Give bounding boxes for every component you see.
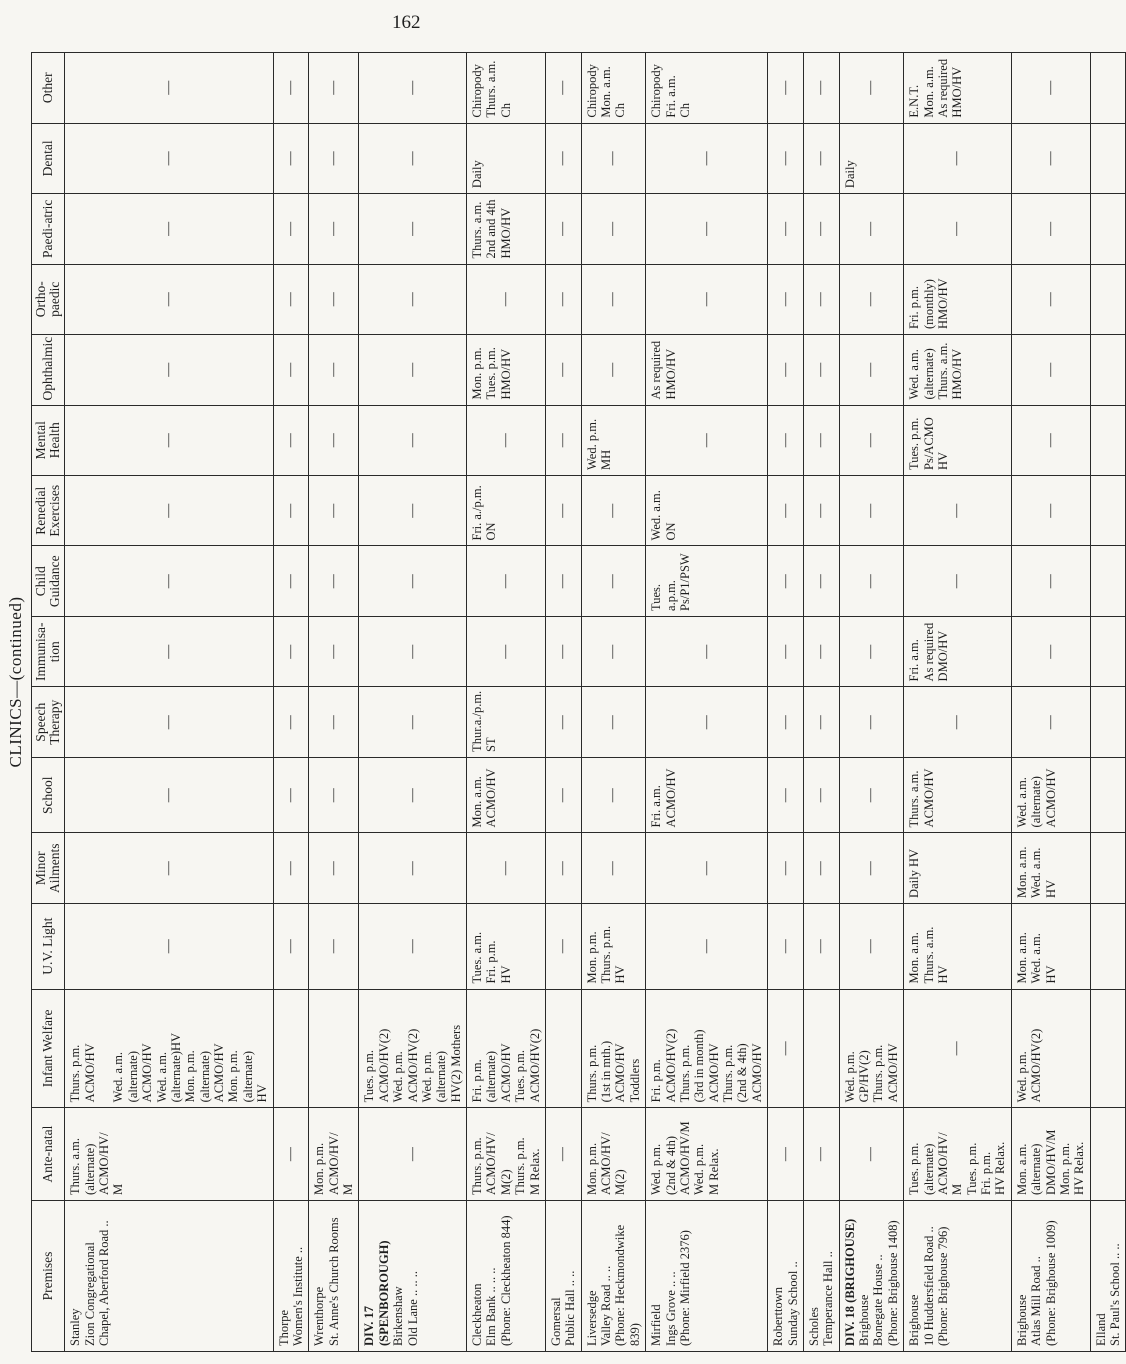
schedule-cell: — xyxy=(467,405,546,475)
schedule-cell: — xyxy=(839,757,904,833)
schedule-cell: — xyxy=(768,757,804,833)
schedule-cell: — xyxy=(359,405,467,475)
schedule-cell: Tues. p.m. ACMO/HV(2) Wed. p.m. ACMO/HV(2) Wed. p.m. (alternate) HV(2) Mothers xyxy=(359,989,467,1108)
header-row xyxy=(32,53,65,1352)
schedule-cell: Thurs. p.m. ACMO/HV Wed. a.m. (alternate) ACMO/HV Wed. a.m. (alternate)HV Mon. p.m. (alternate) ACMO/HV Mon. p.m. (alternate) HV xyxy=(65,989,273,1108)
schedule-cell: — xyxy=(768,687,804,757)
schedule-cell: — xyxy=(803,405,839,475)
schedule-cell xyxy=(1090,687,1126,757)
schedule-cell: — xyxy=(545,903,581,989)
schedule-cell: — xyxy=(273,123,309,193)
schedule-cell: — xyxy=(839,53,904,124)
column-header: Minor Ailments xyxy=(32,833,65,903)
schedule-cell: — xyxy=(839,476,904,546)
schedule-cell: — xyxy=(803,476,839,546)
column-header: Immunisa-tion xyxy=(32,616,65,686)
schedule-cell: — xyxy=(309,757,359,833)
schedule-cell xyxy=(1090,335,1126,405)
schedule-cell: Fri. a./p.m. ON xyxy=(467,476,546,546)
schedule-cell: — xyxy=(768,833,804,903)
schedule-cell: — xyxy=(309,616,359,686)
schedule-cell: — xyxy=(646,194,768,264)
schedule-cell xyxy=(1090,546,1126,616)
schedule-cell: — xyxy=(1011,476,1090,546)
schedule-cell: — xyxy=(65,833,273,903)
schedule-cell: — xyxy=(839,264,904,334)
schedule-cell: As required HMO/HV xyxy=(646,335,768,405)
schedule-cell: — xyxy=(768,1108,804,1201)
schedule-cell: — xyxy=(545,264,581,334)
schedule-cell xyxy=(1090,989,1126,1108)
table-row xyxy=(1011,53,1090,1352)
table-row xyxy=(359,53,467,1352)
schedule-cell: — xyxy=(803,616,839,686)
table-row xyxy=(581,53,646,1352)
schedule-cell: — xyxy=(359,335,467,405)
schedule-cell: — xyxy=(359,546,467,616)
schedule-cell xyxy=(545,989,581,1108)
schedule-cell: Wed. p.m. MH xyxy=(581,405,646,475)
schedule-cell: — xyxy=(839,833,904,903)
schedule-cell: — xyxy=(768,476,804,546)
table-row xyxy=(646,53,768,1352)
schedule-cell: — xyxy=(581,476,646,546)
schedule-cell: — xyxy=(768,616,804,686)
table-row xyxy=(904,53,1012,1352)
schedule-cell: — xyxy=(359,1108,467,1201)
schedule-cell: — xyxy=(803,123,839,193)
schedule-cell: — xyxy=(768,194,804,264)
schedule-cell: — xyxy=(1011,546,1090,616)
schedule-cell: Mon. a.m. ACMO/HV xyxy=(467,757,546,833)
schedule-cell xyxy=(273,989,309,1108)
schedule-cell: — xyxy=(273,616,309,686)
schedule-cell: — xyxy=(273,405,309,475)
clinics-table xyxy=(31,52,1126,1352)
schedule-cell xyxy=(1090,476,1126,546)
column-header: Dental xyxy=(32,123,65,193)
schedule-cell: Mon. a.m. Wed. a.m. HV xyxy=(1011,903,1090,989)
schedule-cell xyxy=(1090,1108,1126,1201)
schedule-cell: — xyxy=(545,757,581,833)
schedule-cell: — xyxy=(359,903,467,989)
table-row xyxy=(467,53,546,1352)
schedule-cell: — xyxy=(646,903,768,989)
schedule-cell: Fri. a.m. As required DMO/HV xyxy=(904,616,1012,686)
premises-cell: Elland St. Paul's School .. .. xyxy=(1090,1200,1126,1351)
schedule-cell: — xyxy=(904,194,1012,264)
schedule-cell: — xyxy=(467,833,546,903)
schedule-cell: — xyxy=(1011,335,1090,405)
schedule-cell: — xyxy=(359,616,467,686)
schedule-cell: Thurs. p.m. ACMO/HV/ M(2) Thurs. p.m. M Relax. xyxy=(467,1108,546,1201)
schedule-cell: — xyxy=(768,903,804,989)
premises-cell: Stanley Zion Congregational Chapel, Aberford Road .. xyxy=(65,1200,273,1351)
schedule-cell: Thurs. a.m. 2nd and 4th HMO/HV xyxy=(467,194,546,264)
schedule-cell: Tues. a.m. Fri. p.m. HV xyxy=(467,903,546,989)
schedule-cell: — xyxy=(768,335,804,405)
schedule-cell: Wed. a.m. (alternate) Thurs. a.m. HMO/HV xyxy=(904,335,1012,405)
schedule-cell: — xyxy=(359,757,467,833)
schedule-cell: — xyxy=(65,546,273,616)
schedule-cell: — xyxy=(273,903,309,989)
schedule-cell xyxy=(1090,616,1126,686)
table-row xyxy=(803,53,839,1352)
schedule-cell: — xyxy=(839,335,904,405)
schedule-cell: Fri. p.m. ACMO/HV(2) Thurs. p.m. (3rd in month) ACMO/HV Thurs. p.m. (2nd & 4th) ACMO/HV xyxy=(646,989,768,1108)
schedule-cell: — xyxy=(646,123,768,193)
schedule-cell: — xyxy=(839,616,904,686)
schedule-cell: — xyxy=(646,833,768,903)
schedule-cell: — xyxy=(803,833,839,903)
column-header: Renedial Exercises xyxy=(32,476,65,546)
column-header: Speech Therapy xyxy=(32,687,65,757)
schedule-cell: — xyxy=(309,903,359,989)
schedule-cell: — xyxy=(839,1108,904,1201)
table-row xyxy=(273,53,309,1352)
schedule-cell: — xyxy=(1011,194,1090,264)
schedule-cell: — xyxy=(904,687,1012,757)
schedule-cell xyxy=(1090,264,1126,334)
schedule-cell: — xyxy=(467,546,546,616)
schedule-cell: Chiropody Fri. a.m. Ch xyxy=(646,53,768,124)
schedule-cell: — xyxy=(581,687,646,757)
schedule-cell: — xyxy=(581,194,646,264)
schedule-cell: Thurs. a.m. (alternate) ACMO/HV/ M xyxy=(65,1108,273,1201)
schedule-cell: — xyxy=(581,757,646,833)
schedule-cell: — xyxy=(65,53,273,124)
premises-cell: Scholes Temperance Hall .. xyxy=(803,1200,839,1351)
schedule-cell: — xyxy=(273,335,309,405)
column-header: Ante-natal xyxy=(32,1108,65,1201)
schedule-cell: — xyxy=(359,687,467,757)
schedule-cell: — xyxy=(1011,53,1090,124)
schedule-cell: — xyxy=(1011,123,1090,193)
table-row xyxy=(545,53,581,1352)
schedule-cell: — xyxy=(65,476,273,546)
schedule-cell: — xyxy=(545,687,581,757)
column-header: Premises xyxy=(32,1200,65,1351)
schedule-cell xyxy=(1090,405,1126,475)
schedule-cell: — xyxy=(768,264,804,334)
schedule-cell: — xyxy=(803,1108,839,1201)
schedule-cell: — xyxy=(646,687,768,757)
table-row xyxy=(839,53,904,1352)
schedule-cell: — xyxy=(1011,405,1090,475)
schedule-cell xyxy=(1090,833,1126,903)
schedule-cell: Mon. p.m. ACMO/HV/ M xyxy=(309,1108,359,1201)
schedule-cell: — xyxy=(803,53,839,124)
schedule-cell: — xyxy=(65,616,273,686)
schedule-cell: Tues. p.m. Ps/ACMO HV xyxy=(904,405,1012,475)
premises-cell: Brighouse Atlas Mill Road .. (Phone: Brighouse 1009) xyxy=(1011,1200,1090,1351)
schedule-cell: — xyxy=(359,53,467,124)
schedule-cell xyxy=(1090,903,1126,989)
premises-cell: DIV. 17 (SPENBOROUGH) Birkenshaw Old Lane .. .. .. xyxy=(359,1200,467,1351)
schedule-cell: — xyxy=(359,194,467,264)
schedule-cell: Daily HV xyxy=(904,833,1012,903)
schedule-cell: Fri. p.m. (alternate) ACMO/HV Tues. p.m. ACMO/HV(2) xyxy=(467,989,546,1108)
table-row xyxy=(768,53,804,1352)
schedule-cell: — xyxy=(646,264,768,334)
schedule-cell: — xyxy=(1011,687,1090,757)
column-header: Ophthalmic xyxy=(32,335,65,405)
schedule-cell: — xyxy=(803,757,839,833)
schedule-cell: — xyxy=(273,53,309,124)
schedule-cell: — xyxy=(65,757,273,833)
schedule-cell xyxy=(1090,194,1126,264)
schedule-cell: Mon. p.m. Tues. p.m. HMO/HV xyxy=(467,335,546,405)
schedule-cell xyxy=(309,989,359,1108)
schedule-cell: — xyxy=(904,476,1012,546)
schedule-cell: Fri. p.m. (monthly) HMO/HV xyxy=(904,264,1012,334)
clinics-table-wrapper xyxy=(31,52,1123,1352)
schedule-cell: — xyxy=(803,264,839,334)
premises-cell: DIV. 18 (BRIGHOUSE) Brighouse Bonegate House .. (Phone: Brighouse 1408) xyxy=(839,1200,904,1351)
table-row xyxy=(65,53,273,1352)
schedule-cell: — xyxy=(803,335,839,405)
schedule-cell: — xyxy=(1011,616,1090,686)
schedule-cell: — xyxy=(65,405,273,475)
column-header: Infant Welfare xyxy=(32,989,65,1108)
schedule-cell: Thurs. a.m. ACMO/HV xyxy=(904,757,1012,833)
schedule-cell: — xyxy=(545,1108,581,1201)
premises-cell: Cleckheaton Elm Bank .. .. .. (Phone: Cleckheaton 844) xyxy=(467,1200,546,1351)
schedule-cell xyxy=(803,989,839,1108)
table-row xyxy=(1090,53,1126,1352)
schedule-cell: — xyxy=(581,546,646,616)
schedule-cell: — xyxy=(309,194,359,264)
schedule-cell: — xyxy=(803,194,839,264)
schedule-cell: — xyxy=(768,53,804,124)
column-header: School xyxy=(32,757,65,833)
schedule-cell: — xyxy=(273,264,309,334)
premises-cell: Liversedge Valley Road .. .. (Phone: Heckmondwike 839) xyxy=(581,1200,646,1351)
schedule-cell xyxy=(1090,757,1126,833)
schedule-cell: Thur.a./p.m. ST xyxy=(467,687,546,757)
schedule-cell: — xyxy=(273,476,309,546)
column-header: U.V. Light xyxy=(32,903,65,989)
schedule-cell: Daily xyxy=(467,123,546,193)
schedule-cell: — xyxy=(581,833,646,903)
schedule-cell: — xyxy=(273,1108,309,1201)
schedule-cell: — xyxy=(545,546,581,616)
premises-cell: Brighouse 10 Huddersfield Road .. (Phone: Brighouse 796) xyxy=(904,1200,1012,1351)
schedule-cell: Mon. p.m. ACMO/HV/ M(2) xyxy=(581,1108,646,1201)
schedule-cell: — xyxy=(768,546,804,616)
schedule-cell: — xyxy=(545,53,581,124)
schedule-cell: — xyxy=(904,123,1012,193)
schedule-cell: Wed. p.m. (2nd & 4th) ACMO/HV/M Wed. p.m. M Relax. xyxy=(646,1108,768,1201)
schedule-cell: — xyxy=(545,476,581,546)
schedule-cell: — xyxy=(768,989,804,1108)
premises-cell: Mirfield Ings Grove .. .. (Phone: Mirfield 2376) xyxy=(646,1200,768,1351)
schedule-cell: Thurs. p.m. (1st in mth.) ACMO/HV Toddlers xyxy=(581,989,646,1108)
section-title: CLINICS—(continued) xyxy=(6,596,25,768)
schedule-cell: — xyxy=(904,989,1012,1108)
schedule-cell: — xyxy=(273,194,309,264)
schedule-cell: — xyxy=(904,546,1012,616)
schedule-cell: — xyxy=(581,335,646,405)
table-row xyxy=(309,53,359,1352)
schedule-cell: Tues. p.m. (alternate) ACMO/HV/ M Tues. p.m. Fri. p.m. HV Relax. xyxy=(904,1108,1012,1201)
schedule-cell: — xyxy=(309,833,359,903)
schedule-cell xyxy=(1090,53,1126,124)
schedule-cell: — xyxy=(839,903,904,989)
schedule-cell: — xyxy=(273,546,309,616)
schedule-cell: Chiropody Thurs. a.m. Ch xyxy=(467,53,546,124)
schedule-cell: — xyxy=(309,546,359,616)
schedule-cell: — xyxy=(309,53,359,124)
column-header: Paedi-atric xyxy=(32,194,65,264)
schedule-cell: — xyxy=(309,476,359,546)
schedule-cell: — xyxy=(545,335,581,405)
schedule-cell: — xyxy=(309,687,359,757)
schedule-cell: — xyxy=(545,833,581,903)
schedule-cell: Wed. p.m. ACMO/HV(2) xyxy=(1011,989,1090,1108)
schedule-cell xyxy=(1090,123,1126,193)
schedule-cell: — xyxy=(839,194,904,264)
schedule-cell: — xyxy=(803,903,839,989)
schedule-cell: Daily xyxy=(839,123,904,193)
schedule-cell: — xyxy=(803,546,839,616)
schedule-cell: — xyxy=(65,194,273,264)
column-header: Other xyxy=(32,53,65,124)
schedule-cell: — xyxy=(359,476,467,546)
column-header: Ortho-paedic xyxy=(32,264,65,334)
schedule-cell: E.N.T. Mon. a.m. As required HMO/HV xyxy=(904,53,1012,124)
schedule-cell: — xyxy=(359,833,467,903)
schedule-cell: — xyxy=(65,687,273,757)
schedule-cell: — xyxy=(803,687,839,757)
schedule-cell: — xyxy=(768,405,804,475)
schedule-cell: — xyxy=(1011,264,1090,334)
column-header: Child Guidance xyxy=(32,546,65,616)
schedule-cell: — xyxy=(273,687,309,757)
schedule-cell: — xyxy=(65,264,273,334)
schedule-cell: — xyxy=(839,546,904,616)
schedule-cell: — xyxy=(309,335,359,405)
schedule-cell: — xyxy=(65,903,273,989)
schedule-cell: — xyxy=(65,123,273,193)
schedule-cell: — xyxy=(309,123,359,193)
schedule-cell: Wed. a.m. (alternate) ACMO/HV xyxy=(1011,757,1090,833)
premises-cell: Roberttown Sunday School .. xyxy=(768,1200,804,1351)
schedule-cell: Tues. a.p.m. Ps/P1/PSW xyxy=(646,546,768,616)
schedule-cell: — xyxy=(273,757,309,833)
schedule-cell: — xyxy=(839,687,904,757)
schedule-cell: — xyxy=(309,264,359,334)
schedule-cell: Chiropody Mon. a.m. Ch xyxy=(581,53,646,124)
schedule-cell: — xyxy=(581,123,646,193)
schedule-cell: — xyxy=(646,405,768,475)
schedule-cell: Fri. a.m. ACMO/HV xyxy=(646,757,768,833)
schedule-cell: — xyxy=(839,405,904,475)
table-body xyxy=(65,53,1126,1352)
schedule-cell: — xyxy=(65,335,273,405)
premises-cell: Thorpe Women's Institute .. xyxy=(273,1200,309,1351)
schedule-cell: — xyxy=(768,123,804,193)
schedule-cell: — xyxy=(545,616,581,686)
schedule-cell: Wed. p.m. GP/HV(2) Thurs. p.m. ACMO/HV xyxy=(839,989,904,1108)
schedule-cell: — xyxy=(545,194,581,264)
page-number: 162 xyxy=(392,12,421,33)
schedule-cell: — xyxy=(545,123,581,193)
premises-cell: Wrenthorpe St. Anne's Church Rooms xyxy=(309,1200,359,1351)
column-header: Mental Health xyxy=(32,405,65,475)
schedule-cell: Mon. a.m. Thurs. a.m. HV xyxy=(904,903,1012,989)
schedule-cell: — xyxy=(581,264,646,334)
schedule-cell: — xyxy=(646,616,768,686)
schedule-cell: Mon. a.m. (alternate) DMO/HV/M Mon. p.m. HV Relax. xyxy=(1011,1108,1090,1201)
schedule-cell: Wed. a.m. ON xyxy=(646,476,768,546)
premises-cell: Gomersal Public Hall .. .. xyxy=(545,1200,581,1351)
schedule-cell: — xyxy=(581,616,646,686)
schedule-cell: — xyxy=(545,405,581,475)
schedule-cell: — xyxy=(467,264,546,334)
schedule-cell: Mon. p.m. Thurs. p.m. HV xyxy=(581,903,646,989)
schedule-cell: — xyxy=(359,123,467,193)
schedule-cell: — xyxy=(309,405,359,475)
schedule-cell: Mon. a.m. Wed. a.m. HV xyxy=(1011,833,1090,903)
schedule-cell: — xyxy=(467,616,546,686)
schedule-cell: — xyxy=(273,833,309,903)
schedule-cell: — xyxy=(359,264,467,334)
